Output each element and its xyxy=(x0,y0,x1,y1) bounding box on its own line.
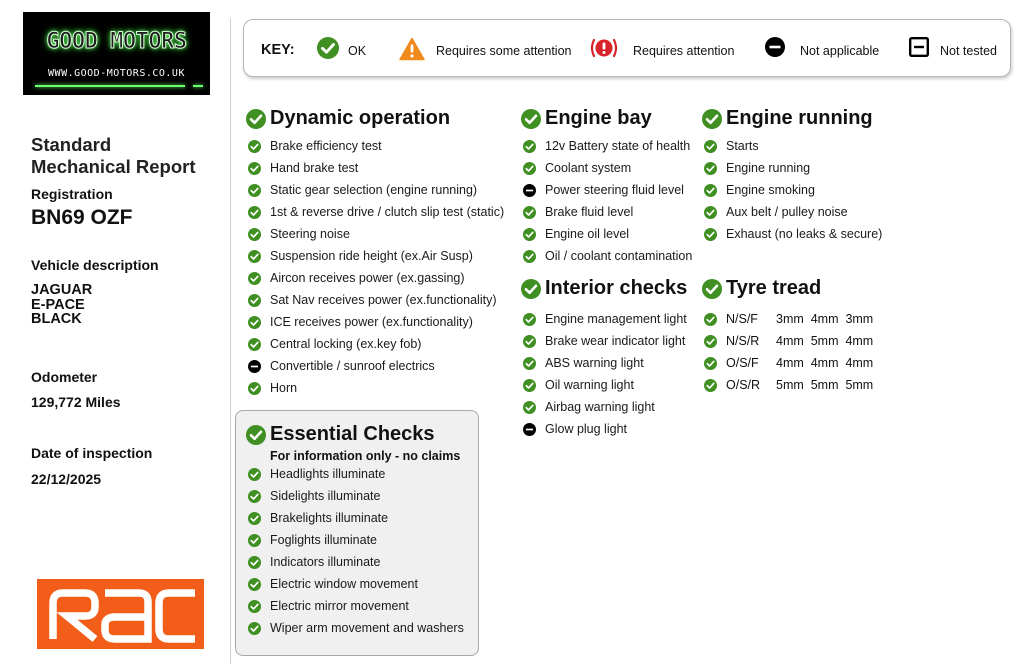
key-some-attention-label: Requires some attention xyxy=(436,44,572,58)
check-item xyxy=(246,290,516,312)
check-item-label: Electric mirror movement xyxy=(270,599,409,613)
tyre-position: O/S/R xyxy=(726,378,761,392)
ok-check-icon xyxy=(248,534,261,552)
check-item-label: Oil warning light xyxy=(545,378,634,392)
section-header xyxy=(521,277,701,301)
ok-check-icon xyxy=(248,316,261,334)
check-item xyxy=(521,419,701,441)
ok-check-icon xyxy=(704,313,717,331)
check-item xyxy=(246,268,516,290)
section-title: Dynamic operation xyxy=(270,107,451,129)
tyre-position: O/S/F xyxy=(726,356,759,370)
check-item xyxy=(246,508,476,530)
ok-check-icon xyxy=(521,279,541,304)
check-item xyxy=(702,180,902,202)
check-item-label: Sidelights illuminate xyxy=(270,489,381,503)
ok-check-icon xyxy=(704,206,717,224)
check-item xyxy=(246,552,476,574)
dynamic-operation-list xyxy=(246,136,516,400)
logo-url: WWW.GOOD-MOTORS.CO.UK xyxy=(48,68,185,79)
check-item xyxy=(521,136,701,158)
check-item-label: Electric window movement xyxy=(270,577,418,591)
ok-check-icon xyxy=(246,109,266,134)
ok-check-icon xyxy=(317,37,339,64)
tyre-tread-values: 5mm 5mm 5mm xyxy=(776,378,874,392)
vehicle-description xyxy=(31,283,92,327)
ok-check-icon xyxy=(248,294,261,312)
registration-label: Registration xyxy=(31,186,113,202)
check-item xyxy=(521,397,701,419)
check-item xyxy=(702,158,902,180)
section-title: Engine bay xyxy=(545,107,652,129)
ok-check-icon xyxy=(523,313,536,331)
vehicle-colour: BLACK xyxy=(31,311,82,327)
ok-check-icon xyxy=(248,578,261,596)
ok-check-icon xyxy=(521,109,541,134)
not-applicable-icon xyxy=(248,360,261,378)
good-motors-logo xyxy=(23,12,210,95)
attention-alert-icon xyxy=(590,37,618,64)
interior-checks-list xyxy=(521,309,701,441)
check-item-label: Glow plug light xyxy=(545,422,627,436)
check-item xyxy=(521,246,701,268)
check-item xyxy=(246,334,516,356)
check-item xyxy=(246,312,516,334)
tyre-row xyxy=(702,309,902,331)
check-item xyxy=(246,246,516,268)
inspection-date-value: 22/12/2025 xyxy=(31,471,102,487)
check-item-label: Oil / coolant contamination xyxy=(545,249,693,263)
check-item xyxy=(521,309,701,331)
report-title: Standard Mechanical Report xyxy=(31,134,196,177)
check-item-label: ABS warning light xyxy=(545,356,644,370)
key-ok-label: OK xyxy=(348,44,367,58)
check-item xyxy=(246,378,516,400)
ok-check-icon xyxy=(248,622,261,640)
tyre-tread-values: 4mm 5mm 4mm xyxy=(776,334,874,348)
ok-check-icon xyxy=(248,184,261,202)
check-item xyxy=(521,158,701,180)
tyre-tread-values: 3mm 4mm 3mm xyxy=(776,312,874,326)
check-item-label: Engine management light xyxy=(545,312,687,326)
check-item-label: Headlights illuminate xyxy=(270,467,386,481)
check-item-label: Convertible / sunroof electrics xyxy=(270,359,435,373)
essential-checks-section xyxy=(246,423,476,447)
ok-check-icon xyxy=(523,140,536,158)
tyre-position: N/S/R xyxy=(726,334,760,348)
check-item-label: Central locking (ex.key fob) xyxy=(270,337,422,351)
check-item-label: Foglights illuminate xyxy=(270,533,377,547)
ok-check-icon xyxy=(704,379,717,397)
ok-check-icon xyxy=(702,279,722,304)
check-item-label: Brakelights illuminate xyxy=(270,511,389,525)
logo-title: GOOD MOTORS xyxy=(46,29,187,54)
check-item xyxy=(521,375,701,397)
ok-check-icon xyxy=(248,162,261,180)
tyre-row xyxy=(702,375,902,397)
check-item-label: Indicators illuminate xyxy=(270,555,381,569)
odometer-value: 129,772 Miles xyxy=(31,394,121,410)
section-title: Interior checks xyxy=(545,277,688,299)
ok-check-icon xyxy=(248,228,261,246)
check-item xyxy=(521,202,701,224)
ok-check-icon xyxy=(523,379,536,397)
ok-check-icon xyxy=(248,140,261,158)
section-title: Essential Checks xyxy=(270,423,435,445)
section-header xyxy=(521,107,701,131)
dynamic-operation-section xyxy=(246,107,516,400)
check-item xyxy=(521,180,701,202)
check-item xyxy=(246,158,516,180)
ok-check-icon xyxy=(523,250,536,268)
rac-logo xyxy=(37,579,204,649)
inspection-date-label: Date of inspection xyxy=(31,445,153,461)
ok-check-icon xyxy=(523,401,536,419)
section-title: Tyre tread xyxy=(726,277,822,299)
tyre-tread-list xyxy=(702,309,902,397)
key-not-tested-label: Not tested xyxy=(940,44,997,58)
check-item-label: Engine oil level xyxy=(545,227,630,241)
odometer-label: Odometer xyxy=(31,369,98,385)
ok-check-icon xyxy=(523,335,536,353)
key-attention-label: Requires attention xyxy=(633,44,735,58)
check-item xyxy=(521,331,701,353)
check-item xyxy=(521,353,701,375)
ok-check-icon xyxy=(248,250,261,268)
rac-logo-mark xyxy=(37,579,204,649)
ok-check-icon xyxy=(523,162,536,180)
essential-checks-items xyxy=(246,464,476,640)
section-header xyxy=(246,423,476,447)
check-item xyxy=(246,180,516,202)
column-divider xyxy=(230,18,231,664)
check-item-label: Horn xyxy=(270,381,298,395)
check-item xyxy=(246,574,476,596)
check-item-label: Brake fluid level xyxy=(545,205,634,219)
check-item-label: Engine running xyxy=(726,161,811,175)
ok-check-icon xyxy=(248,490,261,508)
not-applicable-icon xyxy=(765,37,785,62)
tyre-tread-section xyxy=(702,277,902,397)
check-item-label: Coolant system xyxy=(545,161,632,175)
section-header xyxy=(702,107,902,131)
check-item xyxy=(246,224,516,246)
check-item xyxy=(702,224,902,246)
check-item xyxy=(702,136,902,158)
check-item-label: Starts xyxy=(726,139,759,153)
ok-check-icon xyxy=(248,206,261,224)
check-item-label: Hand brake test xyxy=(270,161,359,175)
check-item-label: Suspension ride height (ex.Air Susp) xyxy=(270,249,473,263)
check-item-label: Wiper arm movement and washers xyxy=(270,621,464,635)
ok-check-icon xyxy=(704,162,717,180)
check-item-label: ICE receives power (ex.functionality) xyxy=(270,315,473,329)
ok-check-icon xyxy=(248,382,261,400)
check-item-label: Static gear selection (engine running) xyxy=(270,183,478,197)
tyre-position: N/S/F xyxy=(726,312,758,326)
check-item-label: Brake efficiency test xyxy=(270,139,382,153)
check-item-label: Power steering fluid level xyxy=(545,183,684,197)
ok-check-icon xyxy=(246,425,266,450)
check-item-label: Steering noise xyxy=(270,227,350,241)
ok-check-icon xyxy=(704,228,717,246)
check-item xyxy=(246,486,476,508)
registration-value: BN69 OZF xyxy=(31,206,133,229)
essential-checks-subtitle: For information only - no claims xyxy=(270,449,461,463)
interior-checks-section xyxy=(521,277,701,441)
check-item xyxy=(246,202,516,224)
check-item xyxy=(521,224,701,246)
not-applicable-icon xyxy=(523,184,536,202)
key-label: KEY: xyxy=(261,42,295,58)
check-item-label: Sat Nav receives power (ex.functionality) xyxy=(270,293,497,307)
check-item xyxy=(702,202,902,224)
check-item xyxy=(246,464,476,486)
engine-running-section xyxy=(702,107,902,246)
ok-check-icon xyxy=(248,512,261,530)
essential-checks-box xyxy=(235,410,479,656)
ok-check-icon xyxy=(248,468,261,486)
engine-running-list xyxy=(702,136,902,246)
ok-check-icon xyxy=(704,335,717,353)
check-item-label: Airbag warning light xyxy=(545,400,655,414)
ok-check-icon xyxy=(523,228,536,246)
not-tested-icon xyxy=(909,37,929,62)
ok-check-icon xyxy=(248,338,261,356)
logo-line xyxy=(35,85,185,87)
check-item xyxy=(246,136,516,158)
check-item-label: Exhaust (no leaks & secure) xyxy=(726,227,883,241)
check-item xyxy=(246,530,476,552)
not-applicable-icon xyxy=(523,423,536,441)
section-header xyxy=(246,107,516,131)
ok-check-icon xyxy=(704,184,717,202)
tyre-row xyxy=(702,353,902,375)
check-item xyxy=(246,618,476,640)
check-item-label: Aux belt / pulley noise xyxy=(726,205,848,219)
tyre-tread-values: 4mm 4mm 4mm xyxy=(776,356,874,370)
ok-check-icon xyxy=(248,556,261,574)
ok-check-icon xyxy=(704,140,717,158)
logo-line xyxy=(193,85,203,87)
tyre-row xyxy=(702,331,902,353)
engine-bay-list xyxy=(521,136,701,268)
check-item-label: Aircon receives power (ex.gassing) xyxy=(270,271,465,285)
check-item-label: 1st & reverse drive / clutch slip test (static) xyxy=(270,205,505,219)
ok-check-icon xyxy=(248,272,261,290)
vehicle-description-label: Vehicle description xyxy=(31,257,159,273)
ok-check-icon xyxy=(702,109,722,134)
section-title: Engine running xyxy=(726,107,873,129)
ok-check-icon xyxy=(523,357,536,375)
left-panel xyxy=(0,0,230,664)
ok-check-icon xyxy=(523,206,536,224)
vehicle-make: JAGUAR xyxy=(31,282,93,298)
engine-bay-section xyxy=(521,107,701,268)
section-header xyxy=(702,277,902,301)
check-item xyxy=(246,596,476,618)
status-key xyxy=(243,19,1011,77)
check-item xyxy=(246,356,516,378)
check-item-label: Brake wear indicator light xyxy=(545,334,686,348)
ok-check-icon xyxy=(704,357,717,375)
key-not-applicable-label: Not applicable xyxy=(800,44,880,58)
ok-check-icon xyxy=(248,600,261,618)
warning-triangle-icon xyxy=(399,37,425,66)
essential-checks-list xyxy=(246,464,476,640)
check-item-label: 12v Battery state of health xyxy=(545,139,691,153)
check-item-label: Engine smoking xyxy=(726,183,815,197)
vehicle-model: E-PACE xyxy=(31,296,85,313)
